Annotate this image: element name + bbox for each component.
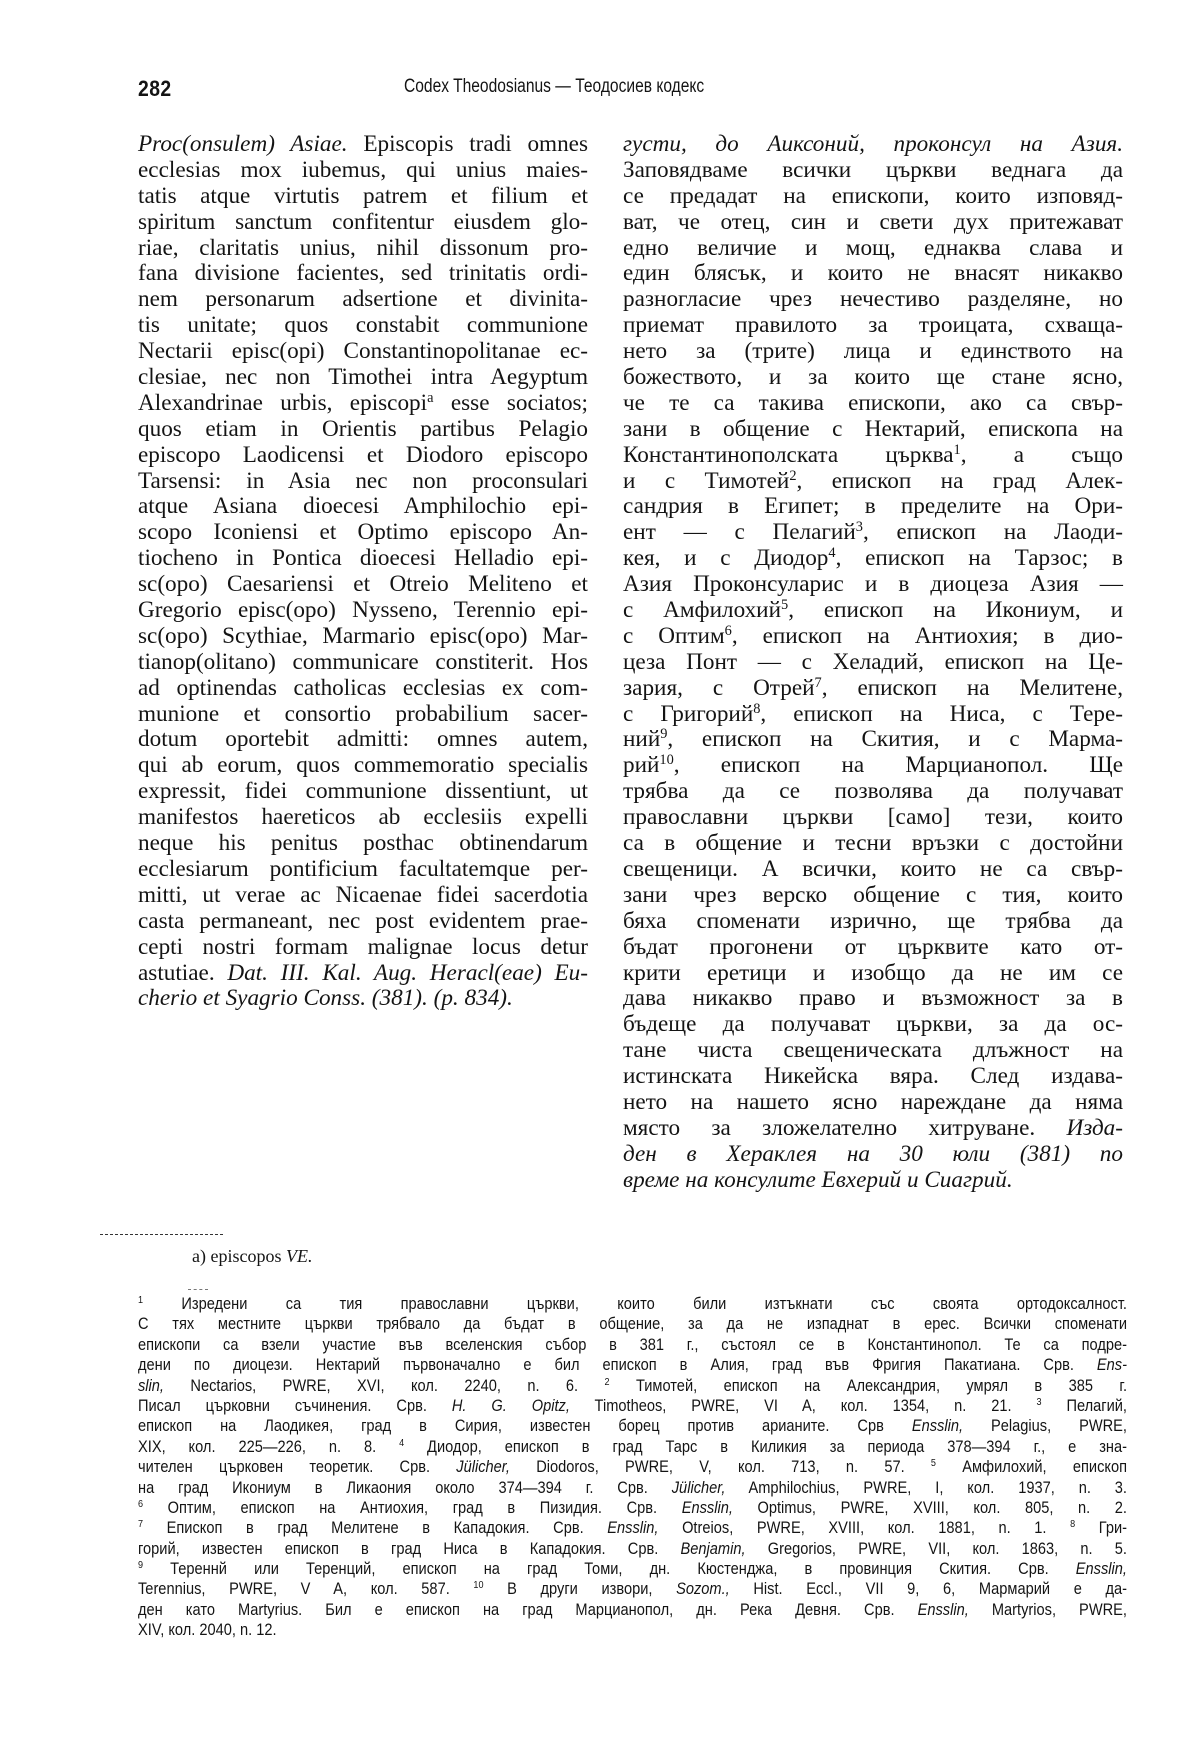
footnote-reference: 2 (789, 467, 797, 484)
text-line (138, 572, 588, 598)
text-run: scopo Iconiensi et Optimo episcopo An- (138, 519, 588, 546)
text-line (623, 365, 1123, 391)
text-run: XIV, кол. 2040, n. 12. (138, 1620, 277, 1640)
text-run: , епископ на Марцианопол. Ще (673, 752, 1123, 779)
text-run: Optimus, PWRE, XVIII, кол. 805, n. 2. (732, 1497, 1127, 1517)
text-run: дени по диоцези. Нектарий първоначално е бил епископ в Алия, град във Фригия Пакатиана. Срв. (138, 1355, 1097, 1375)
text-run: приемат правилото за троицата, схваща- (623, 312, 1123, 339)
text-line (138, 779, 588, 805)
text-line (138, 469, 588, 495)
text-run: Гри- (1075, 1518, 1127, 1538)
text-run: епископи са взели участие във вселенския събор в 381 г., състоял се в Константинопол. Те са подре- (138, 1334, 1127, 1354)
text-run: с Амфилохий (623, 597, 781, 624)
text-run: свещеници. А всички, които не са свър- (623, 855, 1123, 882)
text-run: Тимотей, епископ на Александрия, умрял в 385 г. (609, 1375, 1128, 1395)
text-line (623, 624, 1123, 650)
text-run: ний (623, 726, 661, 753)
text-run: трябва да се позволява да получават (623, 778, 1123, 805)
text-run: Amphilochius, PWRE, I, кол. 1937, n. 3. (725, 1477, 1127, 1497)
text-run: сандрия в Египет; в пределите на Ори- (623, 493, 1123, 520)
text-line (623, 443, 1123, 469)
text-run: място за зложелателно хитруване. (623, 1114, 1067, 1141)
text-line (138, 961, 588, 987)
text-line (623, 520, 1123, 546)
text-line (138, 1498, 1127, 1518)
text-run: , епископ на Мелитене, (821, 674, 1123, 701)
text-run: Hist. Eccl., VII 9, 6, Мармарий е да- (729, 1579, 1128, 1599)
text-run: Амфилохий, епископ (935, 1457, 1127, 1477)
text-run: рий (623, 752, 660, 779)
text-run: a) episcopos (192, 1246, 286, 1266)
footnote-reference: 5 (930, 1457, 936, 1470)
text-run: цеза Понт — с Хеладий, епископ на Це- (623, 648, 1123, 675)
text-run: , епископ на Лаоди- (862, 519, 1123, 546)
text-run: бъдеще да получават църкви, за да ос- (623, 1011, 1123, 1038)
footnote-reference: a (427, 390, 434, 406)
text-line (138, 702, 588, 728)
text-run: dotum oportebit admitti: omnes autem, (138, 726, 588, 753)
text-run: чителен църковен теоретик. Срв. (138, 1457, 457, 1477)
text-line (138, 494, 588, 520)
text-run: Nectarii episc(opi) Constantinopolitanae ec- (138, 338, 588, 365)
footnote-reference: 10 (473, 1579, 484, 1592)
text-run: Sozom., (676, 1579, 730, 1599)
text-run: cherio et Syagrio Conss. (381). (p. 834). (138, 985, 513, 1012)
text-run: sc(opo) Scythiae, Marmario episc(opo) Mar- (138, 622, 588, 649)
text-line (623, 1142, 1123, 1168)
text-line (623, 779, 1123, 805)
text-run: божеството, и за които ще стане ясно, (623, 364, 1123, 391)
text-run: atque Asiana dioecesi Amphilochio epi- (138, 493, 588, 520)
footnote-reference: 4 (828, 545, 836, 562)
text-run: ват, че отец, син и свети дух притежават (623, 208, 1123, 235)
text-line (138, 1355, 1127, 1375)
text-run: Terennius, PWRE, V A, кол. 587. (138, 1579, 474, 1599)
text-line (623, 261, 1123, 287)
text-line (138, 883, 588, 909)
text-run: Timotheos, PWRE, VI A, кол. 1354, n. 21. (569, 1395, 1037, 1415)
text-line (623, 805, 1123, 831)
text-run: зария, с Отрей (623, 674, 815, 701)
text-run: quos etiam in Orientis partibus Pelagio (138, 415, 588, 442)
text-line (138, 236, 588, 262)
text-run: cepti nostri formam malignae locus detur (138, 933, 588, 960)
text-run: , а също (960, 441, 1123, 468)
text-line (138, 1579, 1127, 1599)
text-line (623, 986, 1123, 1012)
text-run: истинската Никейска вяра. След издава- (623, 1063, 1123, 1090)
footnote-reference: 9 (138, 1559, 144, 1572)
footnote-reference: 7 (138, 1518, 144, 1531)
text-line (623, 1090, 1123, 1116)
footnote-reference: 4 (399, 1436, 405, 1449)
text-run: riae, claritatis unius, nihil dissonum pro- (138, 234, 588, 261)
text-line (623, 883, 1123, 909)
text-run: Nectarios, PWRE, XVI, кол. 2240, n. 6. (164, 1375, 605, 1395)
text-run: tianop(olitano) communicare constiterit. Hos (138, 648, 588, 675)
text-run: крити еретици и изобщо да не им се (623, 959, 1123, 986)
text-line (138, 210, 588, 236)
text-line (623, 598, 1123, 624)
text-line (138, 1620, 1127, 1640)
text-run: manifestos haereticos ab ecclesiis expelli (138, 804, 588, 831)
text-line (623, 494, 1123, 520)
text-line (623, 1168, 1123, 1194)
text-run: Оптим, епископ на Антиохия, град в Пизидия. Срв. (143, 1497, 682, 1517)
text-run: episcopo Laodicensi et Diodoro episcopo (138, 441, 588, 468)
text-run: Пелагий, (1041, 1395, 1127, 1415)
text-run: Ensslin, (681, 1497, 733, 1517)
text-run: ден като Martyrius. Бил е епископ на град Марцианопол, дн. Река Девня. Срв. (138, 1599, 918, 1619)
text-run: casta permaneant, nec post evidentem prae- (138, 907, 588, 934)
text-line (623, 702, 1123, 728)
text-run: дава никакво право и възможност за в (623, 985, 1123, 1012)
text-line (138, 520, 588, 546)
text-line (138, 1294, 1127, 1314)
text-line (623, 961, 1123, 987)
text-run: nem personarum adsertione et divinita- (138, 286, 588, 313)
text-run: Ensslin, (1075, 1559, 1127, 1579)
text-line (623, 857, 1123, 883)
text-run: Dat. III. Kal. Aug. Heracl(eae) Eu- (227, 959, 588, 986)
text-line (138, 1559, 1127, 1579)
text-line (138, 727, 588, 753)
text-run: Episcopis tradi omnes (347, 131, 588, 157)
text-run: , епископ на Тарзос; в (835, 545, 1124, 572)
text-line (138, 132, 588, 158)
text-run: Otreios, PWRE, XVIII, кол. 1881, n. 1. (658, 1518, 1071, 1538)
text-line (138, 158, 588, 184)
footnotes-block (138, 1294, 1126, 1641)
text-run: VE. (285, 1246, 313, 1266)
text-run: с Григорий (623, 700, 754, 727)
text-run: Tarsensi: in Asia nec non proconsulari (138, 467, 588, 494)
text-run: , епископ на Ниса, с Тере- (760, 700, 1123, 727)
text-line (623, 831, 1123, 857)
text-line (623, 391, 1123, 417)
text-run: tiocheno in Pontica dioecesi Helladio epi- (138, 545, 588, 572)
text-run: горий, известен епископ в град Ниса в Кападокия. Срв. (138, 1538, 681, 1558)
text-line (138, 909, 588, 935)
text-run: Ensslin, (917, 1599, 969, 1619)
text-line (138, 1335, 1127, 1355)
text-run: бяха споменати изрично, ще трябва да (623, 907, 1123, 934)
footnote-reference: 9 (660, 726, 668, 743)
text-run: qui ab eorum, quos commemoratio specialis (138, 752, 588, 779)
text-run: Benjamin, (680, 1538, 746, 1558)
footnote-reference: 1 (953, 441, 961, 458)
text-line (138, 986, 588, 1012)
text-run: spiritum sanctum confitentur eiusdem glo- (138, 208, 588, 235)
text-run: sc(opo) Caesariensi et Otreio Meliteno et (138, 571, 588, 598)
text-run: Gregorios, PWRE, VII, кол. 1863, n. 5. (745, 1538, 1127, 1558)
text-line (138, 1478, 1127, 1498)
text-line (623, 650, 1123, 676)
text-line (623, 287, 1123, 313)
apparatus-separator-rule (100, 1234, 223, 1236)
text-run: Jülicher, (671, 1477, 726, 1497)
text-line (138, 1396, 1127, 1416)
text-line (623, 1012, 1123, 1038)
text-run: Изда- (1066, 1114, 1123, 1141)
text-run: са в общение и тесни връзки с достойни (623, 830, 1123, 857)
text-run: tatis atque virtutis patrem et filium et (138, 182, 588, 209)
text-run: Епископ в град Мелитене в Кападокия. Срв. (143, 1518, 608, 1538)
text-line (138, 1539, 1127, 1559)
text-run: Pelagius, PWRE, (963, 1416, 1127, 1436)
text-line (623, 935, 1123, 961)
text-run: зани в общение с Нектарий, епископа на (623, 415, 1123, 442)
text-run: ad optinendas catholicas ecclesias ex com- (138, 674, 588, 701)
text-line (138, 313, 588, 339)
text-line (623, 210, 1123, 236)
text-line (138, 1416, 1127, 1436)
text-run: clesiae, nec non Timothei intra Aegyptum (138, 364, 588, 391)
text-run: Писал църковни съчинения. Срв. (138, 1395, 452, 1415)
text-run: Proc(onsulem) Asiae. (138, 131, 348, 157)
text-line (138, 1518, 1127, 1538)
text-line (138, 857, 588, 883)
text-line (623, 909, 1123, 935)
text-line (623, 676, 1123, 702)
text-line (623, 727, 1123, 753)
text-run: Ensslin, (911, 1416, 964, 1436)
text-run: Изредени са тия православни църкви, които били изтъкнати със своята ортодоксалност. (143, 1294, 1127, 1313)
text-line (138, 753, 588, 779)
text-line (623, 184, 1123, 210)
text-run: епископ на Лаодикея, град в Сирия, известен борец против арианите. Срв (138, 1416, 912, 1436)
text-line (623, 236, 1123, 262)
text-line (138, 935, 588, 961)
footnote-reference: 3 (855, 519, 863, 536)
text-line (138, 676, 588, 702)
footnote-reference: 5 (781, 597, 789, 614)
text-run: Заповядваме всички църкви веднага да (623, 156, 1123, 183)
text-line (623, 417, 1123, 443)
text-run: густи, до Auксоний, проконсул на Азия. (623, 131, 1123, 157)
text-run: Ens- (1096, 1355, 1127, 1375)
text-line (623, 753, 1123, 779)
text-line (138, 1437, 1127, 1457)
text-run: tis unitate; quos constabit communione (138, 312, 588, 339)
text-run: ecclesiarum pontificium facultatemque per- (138, 855, 588, 882)
text-line (138, 650, 588, 676)
text-run: XIX, кол. 225—226, n. 8. (138, 1436, 400, 1456)
bulgarian-translation-column (623, 132, 1123, 1194)
text-line (623, 546, 1123, 572)
text-run: В други извори, (483, 1579, 677, 1599)
running-header (0, 70, 1200, 100)
text-run: esse sociatos; (433, 389, 589, 416)
text-line (623, 469, 1123, 495)
running-title: Codex Theodosianus — Теодосиев кодекс (404, 76, 705, 97)
footnote-reference: 8 (753, 700, 761, 717)
text-run: бъдат прогонени от църквите като от- (623, 933, 1123, 960)
text-run: едно величие и мощ, еднаква слава и (623, 234, 1123, 261)
text-run: се предадат на епископи, които изповяд- (623, 182, 1123, 209)
text-run: slin, (138, 1375, 165, 1395)
text-line (138, 261, 588, 287)
critical-apparatus-note (192, 1246, 312, 1267)
footnote-reference: 8 (1070, 1518, 1076, 1531)
footnote-reference: 6 (724, 623, 732, 640)
text-run: ecclesias mox iubemus, qui unius maies- (138, 156, 588, 183)
text-run: нето на нашето ясно нареждане да няма (623, 1088, 1123, 1115)
text-run: зани чрез верско общение с тия, които (623, 881, 1123, 908)
footnote-reference: 10 (659, 752, 674, 769)
text-run: Тереннй или Теренций, епископ на град Томи, дн. Кюстенджа, в провинция Скития. Срв. (143, 1559, 1076, 1579)
text-run: , епископ на Икониум, и (788, 597, 1123, 624)
text-line (623, 339, 1123, 365)
text-run: православни църкви [само] тези, които (623, 804, 1123, 831)
text-line (623, 313, 1123, 339)
footnote-reference: 6 (138, 1498, 144, 1511)
text-run: нето за (трите) лица и единството на (623, 338, 1123, 365)
text-line (623, 132, 1123, 158)
text-line (138, 598, 588, 624)
text-run: Alexandrinae urbis, episcopi (138, 389, 428, 416)
text-run: и с Тимотей (623, 467, 790, 494)
text-run: Jülicher, (456, 1457, 510, 1477)
text-run: време на консулите Евхерий и Сиагрий. (623, 1166, 1013, 1193)
text-line (138, 624, 588, 650)
text-line (138, 184, 588, 210)
footnote-reference: 2 (604, 1375, 610, 1388)
text-run: Diodoros, PWRE, V, кол. 713, n. 57. (509, 1457, 931, 1477)
text-run: един блясък, и които не внасят никакво (623, 260, 1123, 287)
text-run: Ensslin, (607, 1518, 659, 1538)
text-run: astutiae. (138, 959, 228, 986)
text-run: , епископ на Скития, и с Марма- (667, 726, 1123, 753)
text-line (138, 417, 588, 443)
text-run: разногласие чрез нечестиво разделяне, но (623, 286, 1123, 313)
text-line (138, 365, 588, 391)
text-run: munione et consortio probabilium sacer- (138, 700, 588, 727)
text-line (138, 339, 588, 365)
text-line (138, 443, 588, 469)
text-run: , епископ на Антиохия; в дио- (731, 622, 1123, 649)
text-line (138, 391, 588, 417)
page-number: 282 (138, 76, 172, 101)
text-line (623, 1038, 1123, 1064)
text-run: с Оптим (623, 622, 725, 649)
text-run: , епископ на град Алек- (796, 467, 1123, 494)
text-line (623, 1116, 1123, 1142)
text-run: fana divisione facientes, sed trinitatis ordi- (138, 260, 588, 287)
text-run: тане чиста свещеническата длъжност на (623, 1037, 1123, 1064)
latin-text-column (138, 132, 588, 1012)
text-run: Азия Проконсуларис и в диоцеза Азия — (623, 571, 1123, 598)
text-run: С тях местните църкви трябвало да бъдат в общение, за да не изпаднат в ерес. Всички споменати (138, 1314, 1127, 1334)
text-line (623, 158, 1123, 184)
text-line (138, 805, 588, 831)
footnote-separator-rule (188, 1289, 208, 1291)
text-run: кея, и с Диодор (623, 545, 829, 572)
text-line (138, 1314, 1127, 1334)
text-run: че те са такива епископи, ако са свър- (623, 389, 1123, 416)
footnote-reference: 7 (814, 674, 822, 691)
text-run: Диодор, епископ в град Тарс в Киликия за периода 378—394 г., е зна- (404, 1436, 1128, 1456)
text-line (623, 572, 1123, 598)
text-run: H. G. Opitz, (451, 1395, 570, 1415)
text-line (623, 1064, 1123, 1090)
text-line (138, 1457, 1127, 1477)
text-run: Martyrios, PWRE, (968, 1599, 1127, 1619)
text-run: на град Икониум в Ликаония около 374—394 г. Срв. (138, 1477, 672, 1497)
footnote-reference: 1 (138, 1294, 144, 1307)
text-run: mitti, ut verae ac Nicaenae fidei sacerdotia (138, 881, 588, 908)
text-line (138, 1376, 1127, 1396)
text-line (138, 1600, 1127, 1620)
text-run: Константинополската църква (623, 441, 954, 468)
text-run: expressit, fidei communione dissentiunt, ut (138, 778, 588, 805)
text-run: ент — с Пелагий (623, 519, 856, 546)
text-run: Gregorio episc(opo) Nysseno, Terennio epi- (138, 597, 588, 624)
text-line (138, 546, 588, 572)
text-line (138, 831, 588, 857)
footnote-reference: 3 (1036, 1396, 1042, 1409)
text-run: neque his penitus posthac obtinendarum (138, 830, 588, 857)
text-line (138, 287, 588, 313)
text-run: ден в Хераклея на 30 юли (381) по (623, 1140, 1123, 1167)
